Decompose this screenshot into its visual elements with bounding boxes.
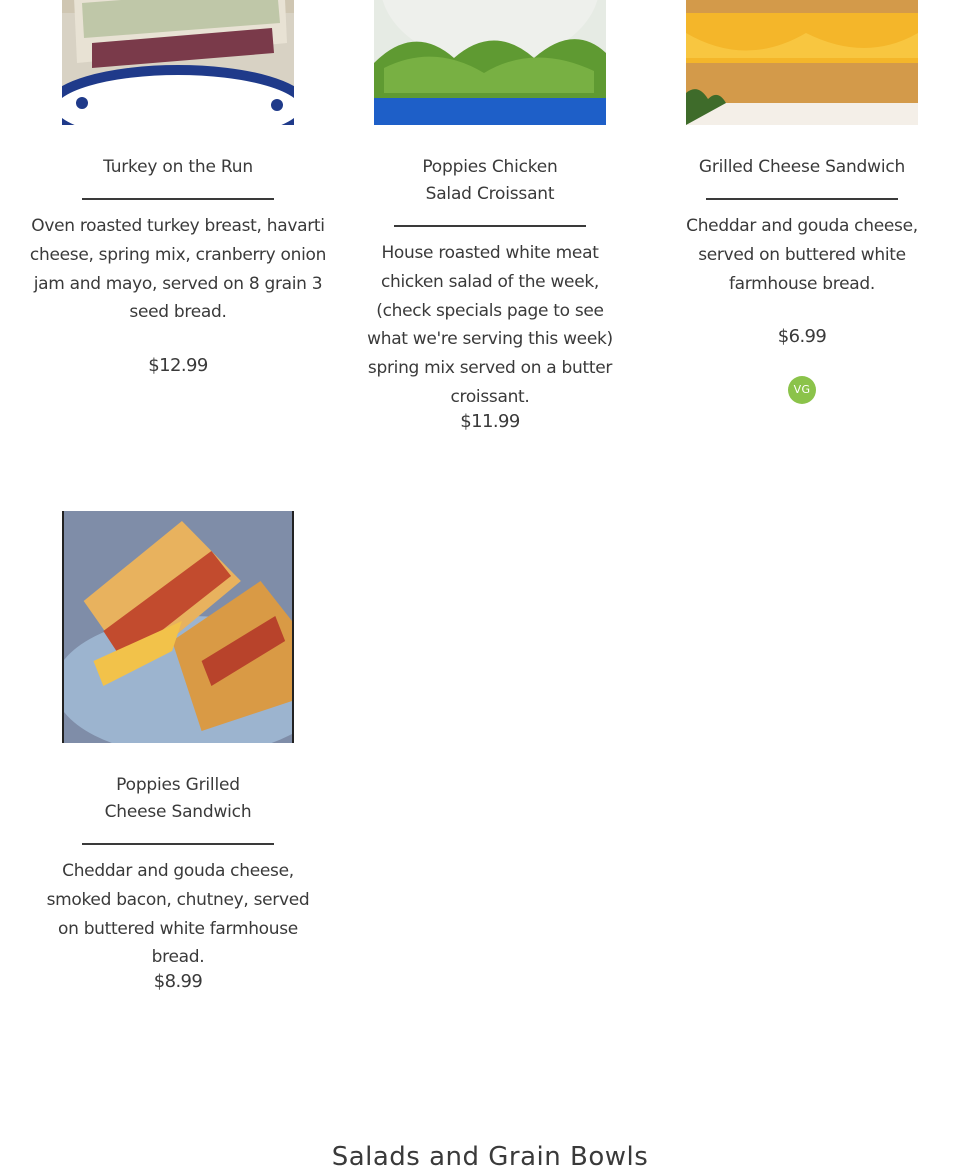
item-title: Poppies Grilled Cheese Sandwich: [104, 775, 252, 822]
title-divider: [82, 843, 274, 845]
item-price: $6.99: [777, 326, 827, 347]
item-description: Oven roasted turkey breast, havarti cheese, spring mix, cranberry onion jam and mayo, served on 8 grain 3 seed bread.: [29, 216, 327, 323]
title-divider: [706, 198, 898, 200]
item-description: Cheddar and gouda cheese, served on buttered white farmhouse bread.: [686, 216, 918, 294]
turkey-sandwich-photo[interactable]: [62, 0, 294, 125]
item-description: House roasted white meat chicken salad of the week, (check specials page to see what we're serving this week) spring mix served on a butter croissant.: [367, 243, 613, 407]
item-title: Grilled Cheese Sandwich: [698, 157, 906, 177]
item-price: $12.99: [148, 355, 208, 376]
item-price: $8.99: [153, 971, 203, 992]
vegetarian-badge: VG: [788, 376, 816, 404]
title-divider: [394, 225, 586, 227]
section-heading-salads-grain-bowls: Salads and Grain Bowls: [331, 1142, 649, 1172]
item-title: Turkey on the Run: [103, 157, 253, 177]
item-title: Poppies Chicken Salad Croissant: [422, 157, 558, 204]
title-divider: [82, 198, 274, 200]
chicken-salad-photo[interactable]: [374, 0, 606, 125]
item-description: Cheddar and gouda cheese, smoked bacon, chutney, served on buttered white farmhouse bread.: [46, 861, 310, 968]
grilled-cheese-photo[interactable]: [686, 0, 918, 125]
poppies-grilled-cheese-photo[interactable]: [62, 511, 294, 743]
item-price: $11.99: [460, 411, 520, 432]
